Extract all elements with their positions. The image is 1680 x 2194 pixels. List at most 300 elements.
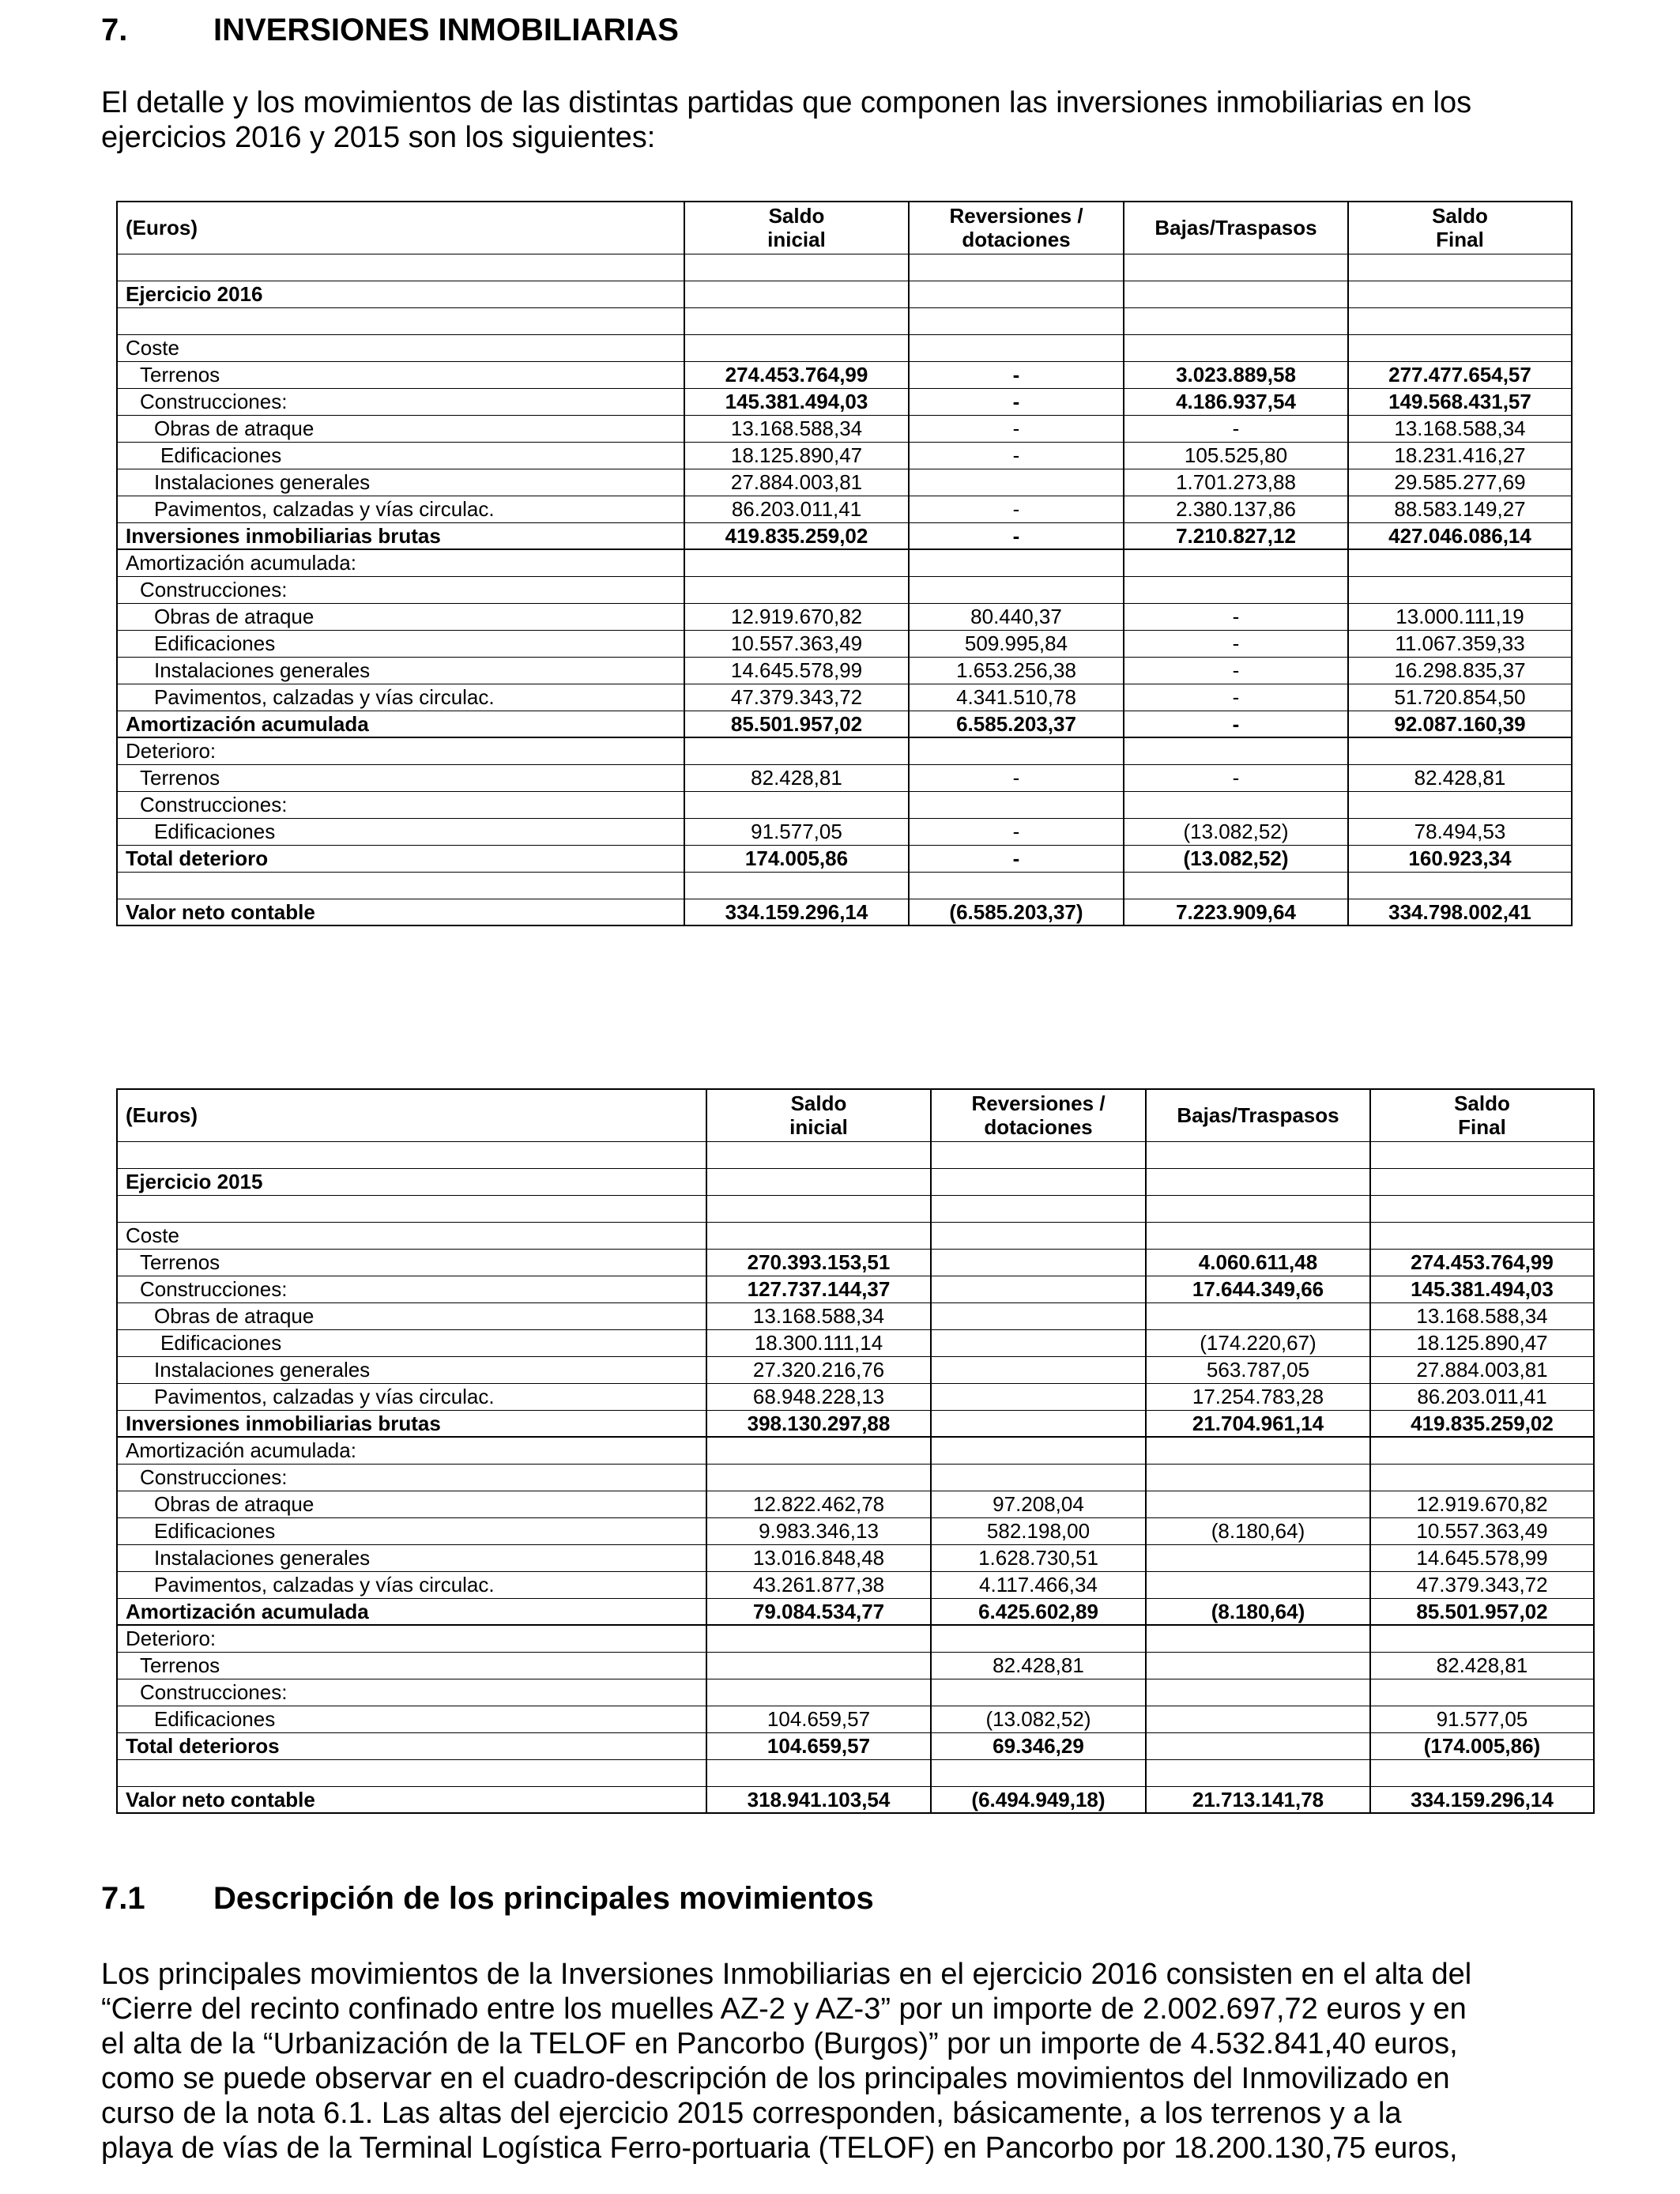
cell-value: [1370, 1625, 1594, 1652]
cell-value: 13.168.588,34: [1370, 1302, 1594, 1329]
cell-value: [931, 1679, 1146, 1706]
cell-value: 29.585.277,69: [1348, 469, 1572, 496]
cell-value: [1348, 872, 1572, 899]
row-label: Total deterioro: [117, 845, 684, 872]
cell-value: (174.220,67): [1146, 1329, 1370, 1356]
cell-value: 318.941.103,54: [706, 1786, 931, 1813]
cell-value: (6.585.203,37): [909, 899, 1124, 925]
cell-value: [1348, 576, 1572, 603]
cell-value: [909, 737, 1124, 764]
table-row: [117, 496, 1572, 522]
cell-value: (8.180,64): [1146, 1517, 1370, 1544]
cell-value: 419.835.259,02: [1370, 1410, 1594, 1437]
row-label: Deterioro:: [117, 737, 684, 764]
table-row: [117, 1276, 1594, 1302]
table-row: [117, 361, 1572, 388]
cell-value: -: [909, 764, 1124, 791]
column-header: Reversiones / dotaciones: [931, 1089, 1146, 1141]
cell-value: [931, 1410, 1146, 1437]
cell-value: [931, 1383, 1146, 1410]
cell-value: 13.168.588,34: [684, 415, 909, 442]
cell-value: -: [909, 361, 1124, 388]
table-row: [117, 1544, 1594, 1571]
row-label: Amortización acumulada:: [117, 549, 684, 576]
cell-value: 563.787,05: [1146, 1356, 1370, 1383]
row-label: Edificaciones: [117, 818, 684, 845]
table-row: [117, 603, 1572, 630]
cell-value: [684, 254, 909, 281]
cell-value: [684, 334, 909, 361]
table-row: [117, 1652, 1594, 1679]
cell-value: [1124, 737, 1348, 764]
cell-value: 13.016.848,48: [706, 1544, 931, 1571]
cell-value: [706, 1464, 931, 1491]
row-label: Coste: [117, 334, 684, 361]
cell-value: 1.653.256,38: [909, 657, 1124, 684]
cell-value: [684, 872, 909, 899]
cell-value: 47.379.343,72: [1370, 1571, 1594, 1598]
cell-value: 4.117.466,34: [931, 1571, 1146, 1598]
cell-value: [1370, 1195, 1594, 1222]
table-row: [117, 1598, 1594, 1625]
table-row: [117, 1464, 1594, 1491]
section-7-1-heading: [101, 1879, 874, 1917]
cell-value: 17.254.783,28: [1146, 1383, 1370, 1410]
table-row: [117, 415, 1572, 442]
cell-value: 334.159.296,14: [684, 899, 909, 925]
cell-value: 18.125.890,47: [1370, 1329, 1594, 1356]
table-row: [117, 1329, 1594, 1356]
column-header: Bajas/Traspasos: [1146, 1089, 1370, 1141]
cell-value: -: [1124, 415, 1348, 442]
section-7-heading: [101, 11, 679, 49]
intro-line: El detalle y los movimientos de las distintas partidas que componen las inversiones inmobiliarias en los: [101, 86, 1472, 119]
closing-line: como se puede observar en el cuadro-descripción de los principales movimientos del Inmovilizado en: [101, 2062, 1450, 2095]
cell-value: 274.453.764,99: [1370, 1249, 1594, 1276]
section-title: Descripción de los principales movimientos: [213, 1881, 874, 1916]
cell-value: 10.557.363,49: [1370, 1517, 1594, 1544]
cell-value: [684, 791, 909, 818]
cell-value: [706, 1652, 931, 1679]
cell-value: [706, 1195, 931, 1222]
cell-value: 104.659,57: [706, 1732, 931, 1759]
cell-value: 85.501.957,02: [1370, 1598, 1594, 1625]
cell-value: [1124, 791, 1348, 818]
cell-value: 6.585.203,37: [909, 711, 1124, 737]
row-label: Instalaciones generales: [117, 1544, 706, 1571]
section-number: 7.: [101, 13, 128, 47]
row-label: Obras de atraque: [117, 603, 684, 630]
table-row: [117, 576, 1572, 603]
cell-value: [1124, 334, 1348, 361]
header-row: [117, 1089, 1594, 1141]
cell-value: [931, 1329, 1146, 1356]
intro-line: ejercicios 2016 y 2015 son los siguientes:: [101, 121, 656, 154]
cell-value: [706, 1759, 931, 1786]
cell-value: [909, 549, 1124, 576]
cell-value: [1348, 254, 1572, 281]
cell-value: -: [1124, 711, 1348, 737]
intro-paragraph: [101, 85, 1508, 155]
row-label: Ejercicio 2016: [117, 281, 684, 307]
cell-value: [1146, 1625, 1370, 1652]
cell-value: 1.701.273,88: [1124, 469, 1348, 496]
cell-value: [1146, 1732, 1370, 1759]
cell-value: 13.168.588,34: [706, 1302, 931, 1329]
cell-value: 12.822.462,78: [706, 1491, 931, 1517]
cell-value: [931, 1437, 1146, 1464]
cell-value: [684, 307, 909, 334]
closing-line: el alta de la “Urbanización de la TELOF en Pancorbo (Burgos)” por un importe de 4.532.841,40 euros,: [101, 2027, 1458, 2060]
cell-value: 82.428,81: [684, 764, 909, 791]
table-row: [117, 1759, 1594, 1786]
table-row: [117, 657, 1572, 684]
cell-value: 174.005,86: [684, 845, 909, 872]
cell-value: [931, 1249, 1146, 1276]
cell-value: (13.082,52): [1124, 818, 1348, 845]
row-label: Obras de atraque: [117, 1302, 706, 1329]
table-row: [117, 845, 1572, 872]
cell-value: 4.060.611,48: [1146, 1249, 1370, 1276]
cell-value: 105.525,80: [1124, 442, 1348, 469]
cell-value: [931, 1276, 1146, 1302]
table-row: [117, 522, 1572, 549]
cell-value: (8.180,64): [1146, 1598, 1370, 1625]
row-label: Instalaciones generales: [117, 657, 684, 684]
row-label: [117, 1141, 706, 1168]
cell-value: -: [909, 415, 1124, 442]
cell-value: [1124, 872, 1348, 899]
row-label: Obras de atraque: [117, 415, 684, 442]
table-row: [117, 254, 1572, 281]
cell-value: [931, 1222, 1146, 1249]
column-header: Saldo Final: [1370, 1089, 1594, 1141]
cell-value: 91.577,05: [1370, 1706, 1594, 1732]
cell-value: 79.084.534,77: [706, 1598, 931, 1625]
cell-value: (174.005,86): [1370, 1732, 1594, 1759]
cell-value: [1146, 1652, 1370, 1679]
table-row: [117, 1517, 1594, 1544]
table-row: [117, 1571, 1594, 1598]
cell-value: 82.428,81: [931, 1652, 1146, 1679]
section-number: 7.1: [101, 1881, 145, 1916]
cell-value: [1146, 1437, 1370, 1464]
row-label: Ejercicio 2015: [117, 1168, 706, 1195]
header-units: (Euros): [117, 202, 684, 254]
cell-value: 16.298.835,37: [1348, 657, 1572, 684]
row-label: [117, 307, 684, 334]
row-label: Edificaciones: [117, 1706, 706, 1732]
table-row: [117, 469, 1572, 496]
table-row: [117, 307, 1572, 334]
row-label: Construcciones:: [117, 791, 684, 818]
cell-value: [1370, 1759, 1594, 1786]
table-2016: [116, 201, 1573, 926]
table-row: [117, 1302, 1594, 1329]
cell-value: 21.704.961,14: [1146, 1410, 1370, 1437]
table-row: [117, 630, 1572, 657]
cell-value: -: [1124, 684, 1348, 711]
cell-value: 27.320.216,76: [706, 1356, 931, 1383]
cell-value: 18.300.111,14: [706, 1329, 931, 1356]
row-label: Construcciones:: [117, 1464, 706, 1491]
row-label: Construcciones:: [117, 1276, 706, 1302]
cell-value: 18.231.416,27: [1348, 442, 1572, 469]
row-label: Edificaciones: [117, 1329, 706, 1356]
header-units: (Euros): [117, 1089, 706, 1141]
cell-value: [1348, 791, 1572, 818]
cell-value: [1146, 1168, 1370, 1195]
table-row: [117, 791, 1572, 818]
row-label: Coste: [117, 1222, 706, 1249]
cell-value: 14.645.578,99: [684, 657, 909, 684]
table-row: [117, 1437, 1594, 1464]
cell-value: 12.919.670,82: [1370, 1491, 1594, 1517]
cell-value: 43.261.877,38: [706, 1571, 931, 1598]
cell-value: [1370, 1679, 1594, 1706]
table-row: [117, 737, 1572, 764]
cell-value: [706, 1625, 931, 1652]
cell-value: 80.440,37: [909, 603, 1124, 630]
cell-value: -: [1124, 764, 1348, 791]
cell-value: 14.645.578,99: [1370, 1544, 1594, 1571]
cell-value: 6.425.602,89: [931, 1598, 1146, 1625]
section-title: INVERSIONES INMOBILIARIAS: [213, 13, 679, 47]
cell-value: 7.223.909,64: [1124, 899, 1348, 925]
row-label: Instalaciones generales: [117, 469, 684, 496]
cell-value: 1.628.730,51: [931, 1544, 1146, 1571]
cell-value: 127.737.144,37: [706, 1276, 931, 1302]
cell-value: 149.568.431,57: [1348, 388, 1572, 415]
cell-value: 419.835.259,02: [684, 522, 909, 549]
cell-value: 145.381.494,03: [1370, 1276, 1594, 1302]
cell-value: [706, 1141, 931, 1168]
cell-value: 4.186.937,54: [1124, 388, 1348, 415]
cell-value: -: [909, 442, 1124, 469]
cell-value: 7.210.827,12: [1124, 522, 1348, 549]
cell-value: [1146, 1571, 1370, 1598]
row-label: Total deterioros: [117, 1732, 706, 1759]
cell-value: 13.000.111,19: [1348, 603, 1572, 630]
cell-value: [909, 307, 1124, 334]
cell-value: [1124, 576, 1348, 603]
cell-value: [706, 1222, 931, 1249]
table-row: [117, 899, 1572, 925]
cell-value: 78.494,53: [1348, 818, 1572, 845]
row-label: Pavimentos, calzadas y vías circulac.: [117, 684, 684, 711]
closing-line: curso de la nota 6.1. Las altas del ejercicio 2015 corresponden, básicamente, a los terrenos y a la: [101, 2097, 1402, 2130]
cell-value: 270.393.153,51: [706, 1249, 931, 1276]
cell-value: [1348, 549, 1572, 576]
cell-value: [1146, 1302, 1370, 1329]
cell-value: -: [909, 845, 1124, 872]
table-row: [117, 1786, 1594, 1813]
cell-value: [909, 872, 1124, 899]
cell-value: 334.159.296,14: [1370, 1786, 1594, 1813]
cell-value: [1146, 1544, 1370, 1571]
cell-value: [909, 334, 1124, 361]
table-row: [117, 1625, 1594, 1652]
cell-value: [1348, 281, 1572, 307]
column-header: Saldo inicial: [706, 1089, 931, 1141]
table-row: [117, 764, 1572, 791]
cell-value: 47.379.343,72: [684, 684, 909, 711]
table-row: [117, 1141, 1594, 1168]
closing-line: “Cierre del recinto confinado entre los muelles AZ-2 y AZ-3” por un importe de 2.002.697,72 euros y en: [101, 1992, 1467, 2026]
table-row: [117, 334, 1572, 361]
row-label: Amortización acumulada:: [117, 1437, 706, 1464]
table-row: [117, 818, 1572, 845]
cell-value: [1370, 1464, 1594, 1491]
cell-value: [909, 469, 1124, 496]
table-row: [117, 1249, 1594, 1276]
table-row: [117, 711, 1572, 737]
cell-value: 17.644.349,66: [1146, 1276, 1370, 1302]
cell-value: 277.477.654,57: [1348, 361, 1572, 388]
column-header: Saldo Final: [1348, 202, 1572, 254]
cell-value: [931, 1759, 1146, 1786]
cell-value: 86.203.011,41: [684, 496, 909, 522]
cell-value: [931, 1464, 1146, 1491]
cell-value: [1370, 1141, 1594, 1168]
cell-value: 85.501.957,02: [684, 711, 909, 737]
header-row: [117, 202, 1572, 254]
cell-value: [909, 576, 1124, 603]
table-row: [117, 1383, 1594, 1410]
row-label: [117, 254, 684, 281]
column-header: Reversiones / dotaciones: [909, 202, 1124, 254]
cell-value: [706, 1168, 931, 1195]
cell-value: [1370, 1437, 1594, 1464]
cell-value: [1146, 1195, 1370, 1222]
cell-value: 145.381.494,03: [684, 388, 909, 415]
closing-line: playa de vías de la Terminal Logística Ferro-portuaria (TELOF) en Pancorbo por 18.200.130,75 euros,: [101, 2132, 1458, 2165]
table-row: [117, 442, 1572, 469]
cell-value: -: [909, 496, 1124, 522]
cell-value: [706, 1679, 931, 1706]
cell-value: [931, 1141, 1146, 1168]
cell-value: 51.720.854,50: [1348, 684, 1572, 711]
closing-line: Los principales movimientos de la Inversiones Inmobiliarias en el ejercicio 2016 consisten en el alta del: [101, 1958, 1472, 1991]
row-label: Amortización acumulada: [117, 1598, 706, 1625]
cell-value: -: [909, 818, 1124, 845]
cell-value: (6.494.949,18): [931, 1786, 1146, 1813]
row-label: Amortización acumulada: [117, 711, 684, 737]
row-label: Terrenos: [117, 1652, 706, 1679]
row-label: Valor neto contable: [117, 899, 684, 925]
cell-value: 12.919.670,82: [684, 603, 909, 630]
row-label: Edificaciones: [117, 1517, 706, 1544]
cell-value: 27.884.003,81: [1370, 1356, 1594, 1383]
cell-value: [684, 281, 909, 307]
cell-value: [1124, 307, 1348, 334]
row-label: [117, 1195, 706, 1222]
cell-value: [1124, 254, 1348, 281]
cell-value: 97.208,04: [931, 1491, 1146, 1517]
cell-value: 92.087.160,39: [1348, 711, 1572, 737]
row-label: Inversiones inmobiliarias brutas: [117, 522, 684, 549]
cell-value: [1348, 737, 1572, 764]
cell-value: 274.453.764,99: [684, 361, 909, 388]
row-label: Edificaciones: [117, 442, 684, 469]
cell-value: [1146, 1679, 1370, 1706]
cell-value: 88.583.149,27: [1348, 496, 1572, 522]
table-row: [117, 684, 1572, 711]
cell-value: -: [1124, 603, 1348, 630]
cell-value: 82.428,81: [1348, 764, 1572, 791]
cell-value: [684, 549, 909, 576]
cell-value: [931, 1168, 1146, 1195]
cell-value: 21.713.141,78: [1146, 1786, 1370, 1813]
cell-value: 2.380.137,86: [1124, 496, 1348, 522]
table-row: [117, 1168, 1594, 1195]
cell-value: 104.659,57: [706, 1706, 931, 1732]
table-row: [117, 1195, 1594, 1222]
cell-value: 582.198,00: [931, 1517, 1146, 1544]
row-label: Inversiones inmobiliarias brutas: [117, 1410, 706, 1437]
cell-value: 160.923,34: [1348, 845, 1572, 872]
cell-value: 69.346,29: [931, 1732, 1146, 1759]
cell-value: [931, 1356, 1146, 1383]
row-label: Valor neto contable: [117, 1786, 706, 1813]
cell-value: 27.884.003,81: [684, 469, 909, 496]
cell-value: 334.798.002,41: [1348, 899, 1572, 925]
cell-value: [1146, 1222, 1370, 1249]
column-header: Bajas/Traspasos: [1124, 202, 1348, 254]
cell-value: [706, 1437, 931, 1464]
row-label: Construcciones:: [117, 1679, 706, 1706]
table-row: [117, 1410, 1594, 1437]
cell-value: [684, 576, 909, 603]
cell-value: [931, 1625, 1146, 1652]
cell-value: [1124, 549, 1348, 576]
cell-value: 9.983.346,13: [706, 1517, 931, 1544]
cell-value: (13.082,52): [1124, 845, 1348, 872]
cell-value: [1146, 1759, 1370, 1786]
table-row: [117, 1732, 1594, 1759]
cell-value: 18.125.890,47: [684, 442, 909, 469]
cell-value: (13.082,52): [931, 1706, 1146, 1732]
row-label: [117, 872, 684, 899]
cell-value: 91.577,05: [684, 818, 909, 845]
cell-value: [909, 791, 1124, 818]
cell-value: 509.995,84: [909, 630, 1124, 657]
column-header: Saldo inicial: [684, 202, 909, 254]
row-label: Terrenos: [117, 764, 684, 791]
row-label: Pavimentos, calzadas y vías circulac.: [117, 1383, 706, 1410]
table-row: [117, 1679, 1594, 1706]
cell-value: 82.428,81: [1370, 1652, 1594, 1679]
row-label: Instalaciones generales: [117, 1356, 706, 1383]
cell-value: 3.023.889,58: [1124, 361, 1348, 388]
cell-value: [1348, 334, 1572, 361]
table-row: [117, 1222, 1594, 1249]
row-label: Deterioro:: [117, 1625, 706, 1652]
cell-value: 427.046.086,14: [1348, 522, 1572, 549]
row-label: Terrenos: [117, 361, 684, 388]
closing-paragraph: [101, 1957, 1508, 2166]
table-row: [117, 872, 1572, 899]
cell-value: 4.341.510,78: [909, 684, 1124, 711]
cell-value: [1370, 1222, 1594, 1249]
cell-value: [1146, 1706, 1370, 1732]
table-row: [117, 388, 1572, 415]
cell-value: -: [909, 388, 1124, 415]
row-label: Obras de atraque: [117, 1491, 706, 1517]
cell-value: [1370, 1168, 1594, 1195]
cell-value: [1146, 1464, 1370, 1491]
row-label: Pavimentos, calzadas y vías circulac.: [117, 496, 684, 522]
